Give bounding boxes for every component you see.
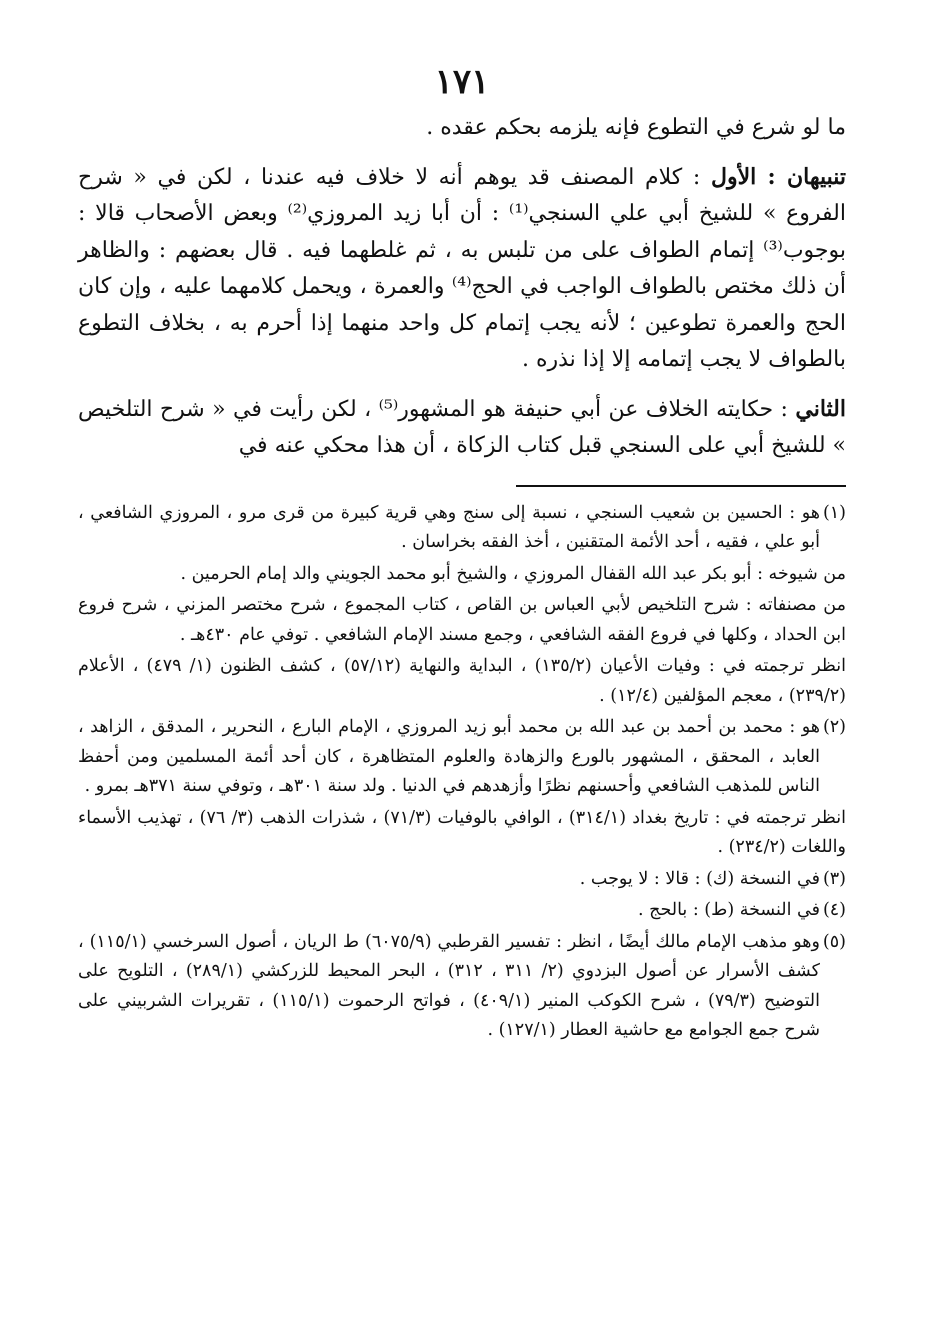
footnote-text: هو : محمد بن أحمد بن عبد الله بن محمد أبو زيد المروزي ، الإمام البارع ، النحرير ، المدقق ، الزاهد ، العابد ، المحقق ، المشهور بالورع والزهادة والعلوم المتظاهرة ، كان أحد أئمة المسلمين ومن أحفظ الناس للمذهب الشافعي وأحسنهم نظرًا وأزهدهم في الدنيا . ولد سنة ٣٠١هـ ، وتوفي سنة ٣٧١هـ بمرو . — [78, 717, 820, 796]
paragraph-body: : حكايته الخلاف عن أبي حنيفة هو المشهور⁽⁵⁾ ، لكن رأيت في « شرح التلخيص » للشيخ أبي على السنجي قبل كتاب الزكاة ، أن هذا محكي عنه في — [78, 396, 846, 458]
footnote-divider — [516, 485, 846, 487]
footnote-text: في النسخة (ط) : بالحج . — [638, 900, 820, 920]
paragraph-body: : كلام المصنف قد يوهم أنه لا خلاف فيه عندنا ، لكن في « شرح الفروع » للشيخ أبي علي السنجي⁽¹⁾ : أن أبا زيد المروزي⁽²⁾ وبعض الأصحاب قالا : بوجوب⁽³⁾ إتمام الطواف على من تلبس به ، ثم غلطهما فيه . قال بعضهم : والظاهر أن ذلك مختص بالطواف الواجب في الحج⁽⁴⁾ والعمرة ، ويحمل كلامهما عليه ، وإن كان الحج والعمرة تطوعين ؛ لأنه يجب إتمام كل واحد منهما إذا أحرم به ، بخلاف التطوع بالطواف لا يجب إتمامه إلا إذا نذره . — [78, 164, 846, 372]
footnote-number: (١) — [822, 502, 846, 523]
footnote-number: (٢) — [822, 717, 846, 737]
footnote-1-teachers: من شيوخه : أبو بكر عبد الله القفال المروزي ، والشيخ أبو محمد الجويني والد إمام الحرمين . — [180, 563, 846, 584]
footnote-number: (٥) — [822, 931, 846, 952]
footnote-1 — [78, 499, 846, 558]
main-text — [78, 110, 846, 465]
footnote-5 — [78, 928, 846, 1046]
paragraph-tanbihan — [78, 159, 846, 379]
footnote-text: هو : الحسين بن شعيب السنجي ، نسبة إلى سنج وهي قرية كبيرة من قرى مرو ، المروزي الشافعي ، أبو علي ، فقيه ، أحد الأئمة المتقنين ، أخذ الفقه بخراسان . — [78, 502, 820, 552]
footnote-number: (٣) — [822, 868, 846, 889]
footnote-4 — [78, 896, 846, 926]
footnote-2-references: انظر ترجمته في : تاريخ بغداد (٣١٤/١) ، الوافي بالوفيات (٧١/٣) ، شذرات الذهب (٣/ ٧٦) ، تهذيب الأسماء واللغات (٢٣٤/٢) . — [78, 807, 846, 857]
footnote-text: وهو مذهب الإمام مالك أيضًا ، انظر : تفسير القرطبي (٦٠٧٥/٩) ط الريان ، أصول السرخسي (١١٥/١) ، كشف الأسرار عن أصول البزدوي (٢/ ٣١١ ، ٣١٢) ، البحر المحيط للزركشي (٢٨٩/١) ، التلويح على التوضيح (٧٩/٣) ، شرح الكوكب المنير (٤٠٩/١) ، فواتح الرحموت (١١٥/١) ، تقريرات الشربيني على شرح جمع الجوامع مع حاشية العطار (١٢٧/١) . — [78, 931, 820, 1040]
footnote-3 — [78, 865, 846, 895]
footnote-1-references: انظر ترجمته في : وفيات الأعيان (١٣٥/٢) ، البداية والنهاية (٥٧/١٢) ، كشف الظنون (١/ ٤٧٩) ، الأعلام (٢٣٩/٢) ، معجم المؤلفين (١٢/٤) . — [78, 656, 846, 706]
paragraph-continuation: ما لو شرع في التطوع فإنه يلزمه بحكم عقده . — [426, 115, 846, 140]
footnote-1-works: من مصنفاته : شرح التلخيص لأبي العباس بن القاص ، كتاب المجموع ، شرح مختصر المزني ، شرح فروع ابن الحداد ، وكلها في فروع الفقه الشافعي ، وجمع مسند الإمام الشافعي . توفي عام ٤٣٠هـ . — [78, 595, 846, 645]
paragraph-second — [78, 391, 846, 465]
document-page — [78, 58, 846, 1048]
footnote-text: في النسخة (ك) : قالا : لا يوجب . — [579, 868, 820, 889]
footnotes — [78, 499, 846, 1046]
page-number: ١٧١ — [434, 62, 490, 102]
paragraph-heading: الثاني — [795, 395, 846, 422]
paragraph-heading: تنبيهان : الأول — [710, 163, 846, 190]
footnote-number: (٤) — [822, 900, 846, 920]
footnote-2 — [78, 713, 846, 802]
